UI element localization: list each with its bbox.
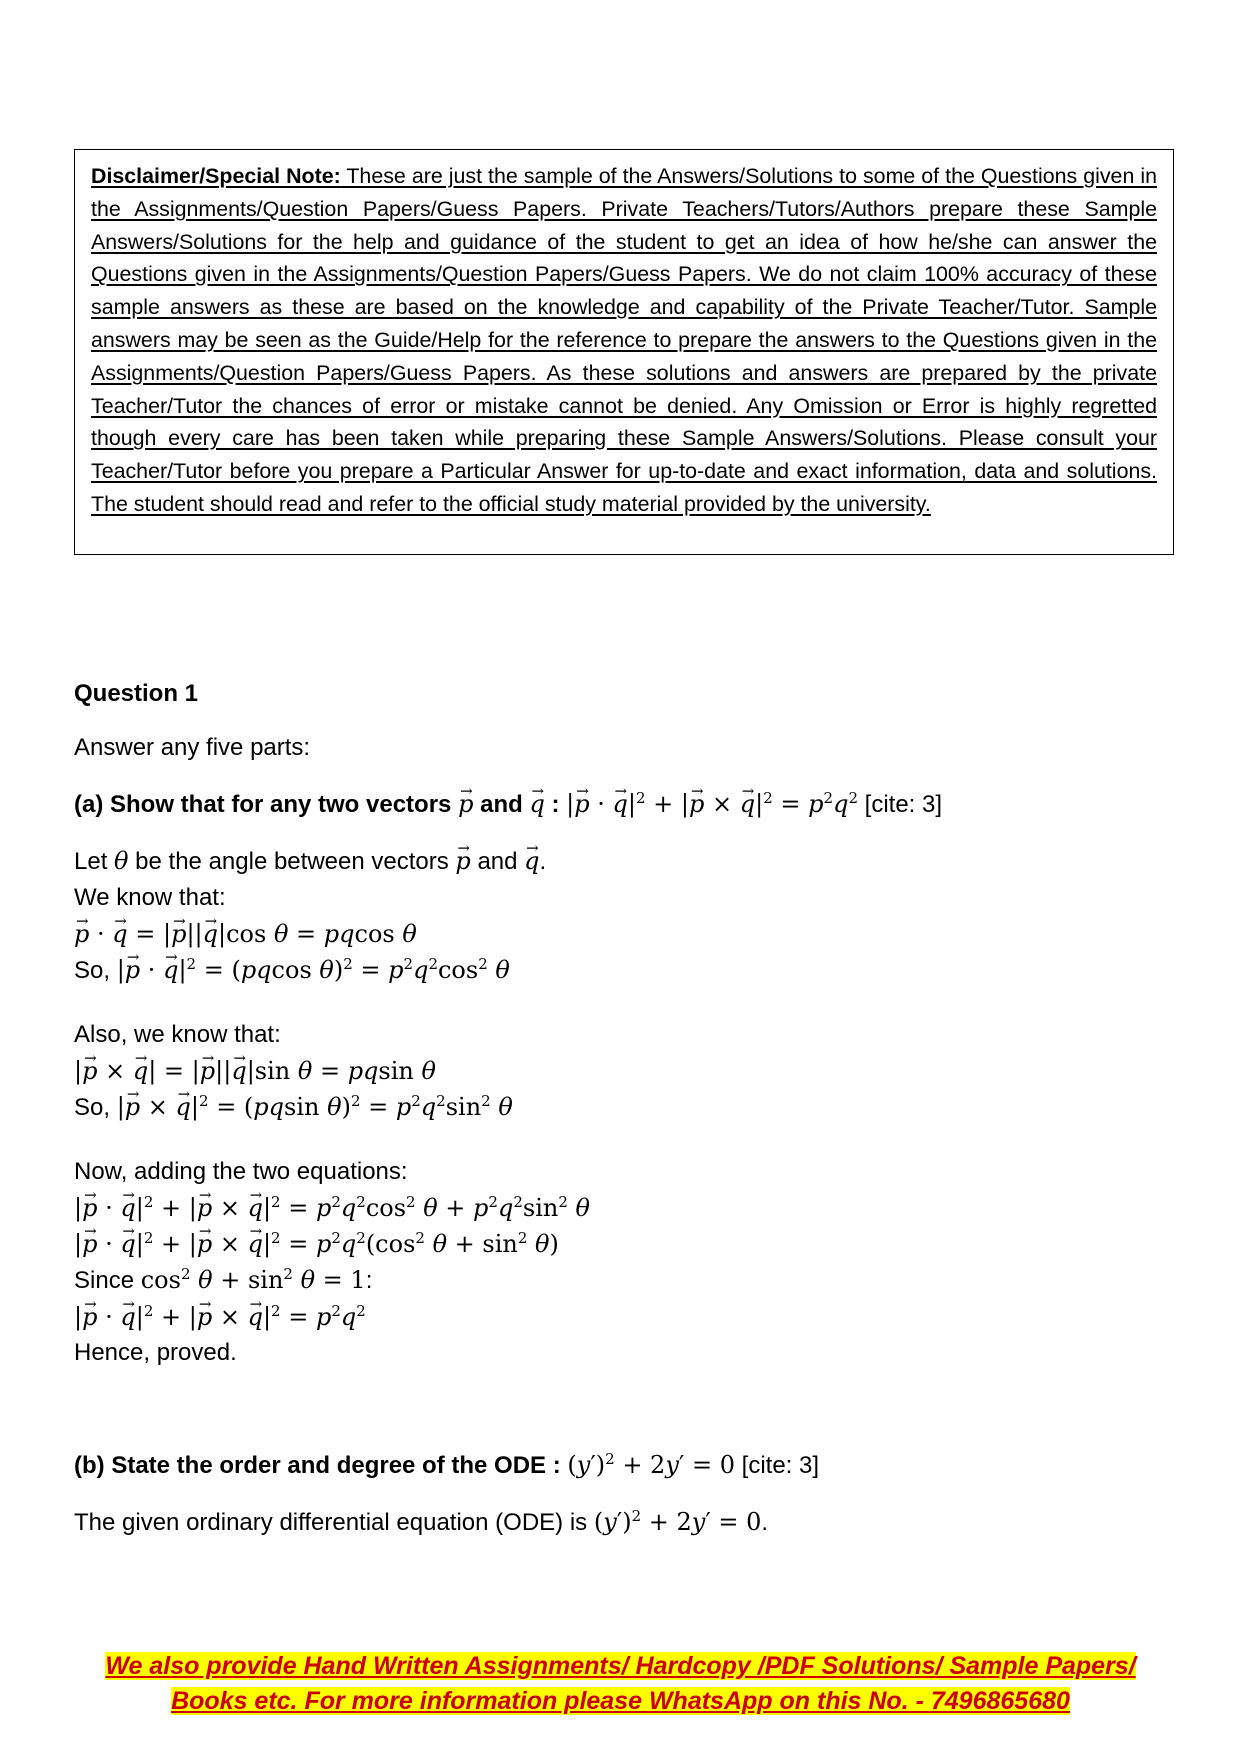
disclaimer-body: These are just the sample of the Answers/Solutions to some of the Questions given in the Assignments/Question Papers/Guess Papers. Private Teachers/Tutors/Authors prepare these Sample Answers/Solutions for the help and guidance of the student to get an idea of how he/she can answer the Questions given in the Assignments/Question Papers/Guess Papers. We do not claim 100% accuracy of these sample answers as these are based on the knowledge and capability of the Private Teacher/Tutor. Sample answers may be seen as the Guide/Help for the reference to prepare the answers to the Questions given in the Assignments/Question Papers/Guess Papers. As these solutions and answers are prepared by the private Teacher/Tutor the chances of error or mistake cannot be denied. Any Omission or Error is highly regretted though every care has been taken while preparing these Sample Answers/Solutions. Please consult your Teacher/Tutor before you prepare a Particular Answer for up-to-date and exact information, data and solutions. The student should read and refer to the official study material provided by the university. xyxy=(91,164,1157,516)
ode-equation: $(y')^2 + 2y' = 0$ xyxy=(567,1450,735,1479)
hence-proved: Hence, proved. xyxy=(74,1339,237,1366)
part-a-identity: |p → · $q \to|^2 + |p$ → × $q \to|^2 = p^2q^2$ xyxy=(566,790,858,818)
promo-footer xyxy=(0,1649,1241,1719)
part-b-answer: The given ordinary differential equation (ODE) is $(y')^2 + 2y' = 0$. xyxy=(74,1507,769,1536)
now-adding-line: Now, adding the two equations: xyxy=(74,1158,408,1185)
sum-eq-1: |p → · $q \to|^2 + |p$ → × $q \to|^2 = p^2q^2\cos^2$ $\theta + p^2q^2\sin^2$ θ xyxy=(74,1190,1174,1226)
dot-product-eq: p → · q → = |p →||q →|cos θ = pqcos θ xyxy=(74,916,1174,952)
part-b-heading: (b) State the order and degree of the ODE : $(y')^2 + 2y' = 0$ [cite: 3] xyxy=(74,1450,820,1479)
promo-line-2: Books etc. For more information please WhatsApp on this No. - 7496865680 xyxy=(171,1687,1070,1715)
disclaimer-box xyxy=(74,149,1174,555)
sum-eq-2: |p → · $q \to|^2 + |p$ → × $q \to|^2 = p^2q^2(\cos^2$ $\theta + \sin^2 \theta$) xyxy=(74,1226,1174,1262)
promo-line-1: We also provide Hand Written Assignments/ Hardcopy /PDF Solutions/ Sample Papers/ xyxy=(105,1652,1136,1680)
we-know-line: We know that: xyxy=(74,884,226,911)
question-title: Question 1 xyxy=(74,680,199,707)
part-a-cite: [cite: 3] xyxy=(864,791,943,818)
cross-squared-eq: So, |p → × $q \to|^2 = (pqsin$ $\theta)^2 = p^2q^2\sin^2$ θ xyxy=(74,1089,1174,1126)
question-instruction: Answer any five parts: xyxy=(74,734,311,761)
sum-eq-final: |p → · $q \to|^2 + |p$ → × $q \to|^2 = p^2q^2$ xyxy=(74,1299,1174,1335)
disclaimer-label: Disclaimer/Special Note: xyxy=(91,164,341,188)
dot-squared-eq: So, |p → · $q \to|^2 = (pqcos$ $\theta)^2 = p^2q^2\cos^2$ θ xyxy=(74,952,1174,989)
disclaimer-text xyxy=(91,160,1157,521)
answer-content xyxy=(74,678,1174,1541)
cross-product-eq: |p → × q →| = |p →||q →|sin θ = pqsin θ xyxy=(74,1053,1174,1089)
let-theta-line: Let θ be the angle between vectors p → and q →. xyxy=(74,843,1174,880)
since-line: Since $\cos^2 \theta + \sin^2 \theta = 1$: xyxy=(74,1265,373,1294)
part-b-cite: [cite: 3] xyxy=(741,1452,820,1479)
also-line: Also, we know that: xyxy=(74,1021,281,1048)
part-a-heading: (a) Show that for any two vectors p → and q → : |p → · $q \to|^2 + |p$ → × $q \to|^2 = p^2q^2$ [cite: 3] xyxy=(74,786,1174,823)
